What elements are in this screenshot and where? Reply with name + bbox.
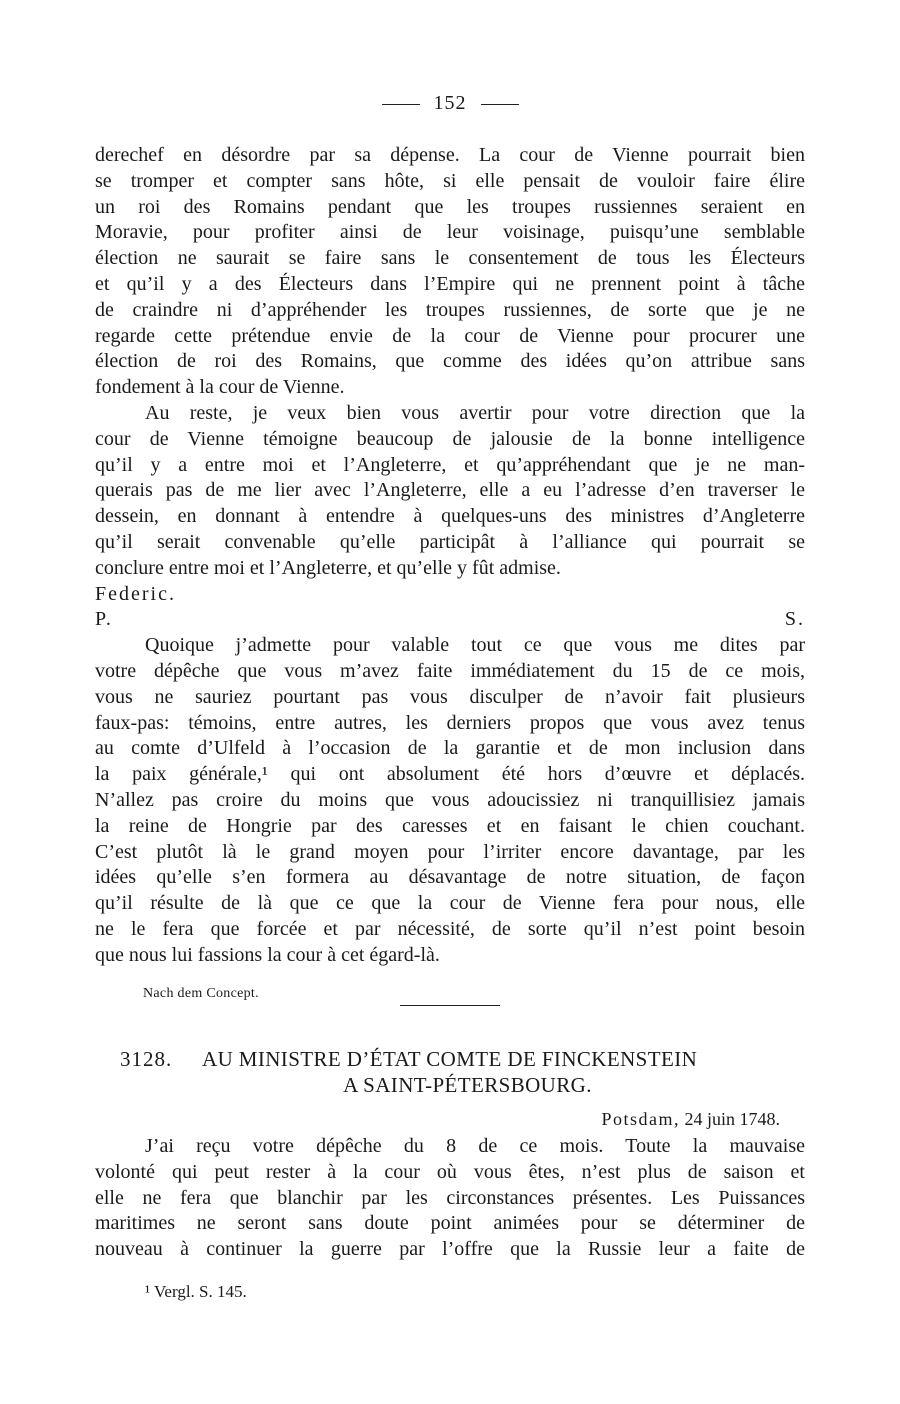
letter-dateline <box>95 1108 805 1130</box>
text-line: Au reste, je veux bien vous avertir pour votre direction que la <box>145 401 805 424</box>
text-line: dessein, en donnant à entendre à quelques-uns des ministres d’Angleterre <box>95 505 805 528</box>
text-line: Moravie, pour profiter ainsi de leur voisinage, puisqu’une semblable <box>95 221 805 244</box>
ps-heading: P. S. <box>95 608 805 631</box>
footnote: ¹ Vergl. S. 145. <box>145 1282 247 1301</box>
text-line: maritimes ne seront sans doute point animées pour se déterminer de <box>95 1212 805 1235</box>
paragraph-2 <box>95 401 805 582</box>
text-line: querais pas de me lier avec l’Angleterre, elle a eu l’adresse d’en traverser le <box>95 479 805 502</box>
text-line: fondement à la cour de Vienne. <box>95 376 345 399</box>
source-note: Nach dem Concept. <box>143 986 259 1001</box>
text-line: un roi des Romains pendant que les troupes russiennes seraient en <box>95 195 805 218</box>
text-line: de craindre ni d’appréhender les troupes russiennes, de sorte que je ne <box>95 298 805 321</box>
paragraph-1 <box>95 1134 805 1263</box>
ps-paragraph <box>95 633 805 968</box>
letter-date: 24 juin 1748. <box>684 1109 780 1129</box>
text-line: qu’il serait convenable qu’elle participât à l’alliance qui pourrait se <box>95 530 805 553</box>
dateline-row <box>95 1108 805 1130</box>
page-header <box>0 92 900 115</box>
text-line: ne le fera que forcée et par nécessité, de sorte qu’il n’est point besoin <box>95 917 805 940</box>
text-line: votre dépêche que vous m’avez faite immédiatement du 15 de ce mois, <box>95 659 805 682</box>
text-line: elle ne fera que blanchir par les circonstances présentes. Les Puissances <box>95 1186 805 1209</box>
text-line: et qu’il y a des Électeurs dans l’Empire qui ne prennent point à tâche <box>95 272 805 295</box>
text-line: vous ne sauriez pourtant pas vous disculper de n’avoir fait plusieurs <box>95 685 805 708</box>
letter-title-line-2: A SAINT-PÉTERSBOURG. <box>343 1073 592 1097</box>
section-divider <box>95 1005 805 1007</box>
text-line: au comte d’Ulfeld à l’occasion de la garantie et de mon inclusion dans <box>95 737 805 760</box>
letter-place: Potsdam, <box>601 1109 680 1129</box>
header-dash-left <box>382 104 420 105</box>
text-line: la paix générale,¹ qui ont absolument été hors d’œuvre et déplacés. <box>95 763 805 786</box>
text-line: idées qu’elle s’en formera au désavantage de notre situation, de façon <box>95 866 805 889</box>
text-line: élection de roi des Romains, que comme des idées qu’on attribue sans <box>95 350 805 373</box>
paragraph-1 <box>95 143 805 401</box>
text-line: volonté qui peut rester à la cour où vous êtes, n’est plus de saison et <box>95 1160 805 1183</box>
text-line: faux-pas: témoins, entre autres, les derniers propos que vous avez tenus <box>95 711 805 734</box>
text-line: conclure entre moi et l’Angleterre, et qu’elle y fût admise. <box>95 556 561 579</box>
divider-rule <box>400 1005 500 1006</box>
text-line: qu’il y a entre moi et l’Angleterre, et qu’appréhendant que je ne man- <box>95 453 805 476</box>
letter-title-line-1 <box>95 1046 805 1072</box>
text-line: se tromper et compter sans hôte, si elle pensait de vouloir faire élire <box>95 169 805 192</box>
text-line: Quoique j’admette pour valable tout ce que vous me dites par <box>145 634 805 657</box>
page-number: 152 <box>433 92 467 114</box>
letter-title: AU MINISTRE D’ÉTAT COMTE DE FINCKENSTEIN <box>202 1047 698 1071</box>
text-line: élection ne saurait se faire sans le consentement de tous les Électeurs <box>95 247 805 270</box>
text-line: qu’il résulte de là que ce que la cour de Vienne fera pour nous, elle <box>95 892 805 915</box>
letter-continuation <box>95 143 805 969</box>
text-line: regarde cette prétendue envie de la cour de Vienne pour procurer une <box>95 324 805 347</box>
text-line: que nous lui fassions la cour à cet égard-là. <box>95 943 440 966</box>
letter-3128-body <box>95 1134 805 1263</box>
signature: Federic. <box>95 582 176 605</box>
text-line: cour de Vienne témoigne beaucoup de jalousie de la bonne intelligence <box>95 427 805 450</box>
letter-heading <box>95 1046 805 1098</box>
header-dash-right <box>481 104 519 105</box>
text-line: J’ai reçu votre dépêche du 8 de ce mois. Toute la mauvaise <box>145 1135 805 1157</box>
text-line: nouveau à continuer la guerre par l’offre que la Russie leur a faite de <box>95 1238 805 1261</box>
text-line: C’est plutôt là le grand moyen pour l’irriter encore davantage, par les <box>95 840 805 863</box>
text-line: la reine de Hongrie par des caresses et en faisant le chien couchant. <box>95 814 805 837</box>
text-line: derechef en désordre par sa dépense. La cour de Vienne pourrait bien <box>95 144 805 166</box>
letter-number: 3128. <box>120 1047 173 1071</box>
text-line: N’allez pas croire du moins que vous adoucissiez ni tranquillisiez jamais <box>95 788 805 811</box>
